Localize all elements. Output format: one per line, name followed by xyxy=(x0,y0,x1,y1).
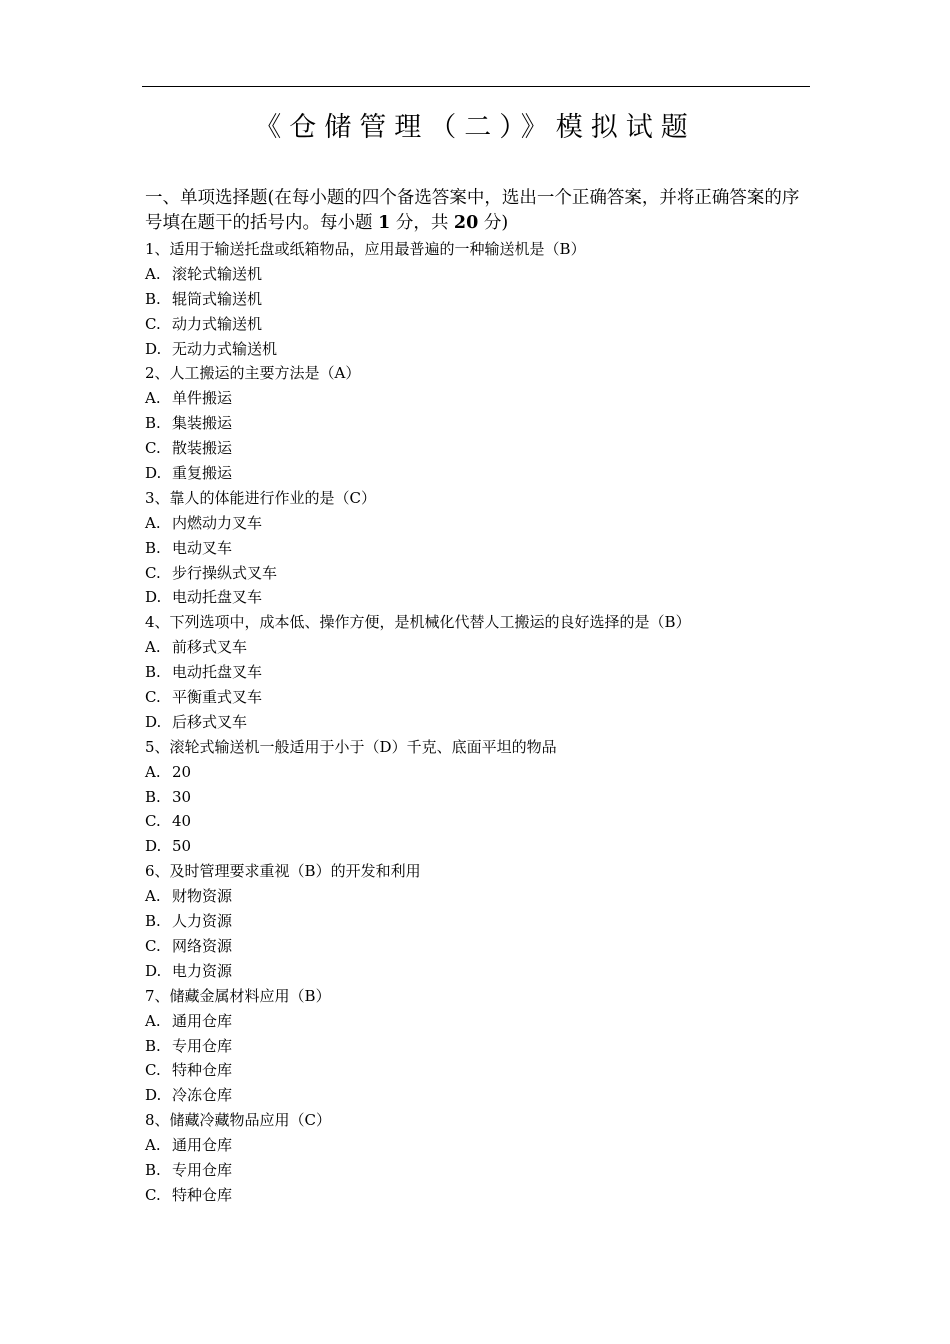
answer-option xyxy=(145,884,813,909)
option-text: 后移式叉车 xyxy=(172,712,248,731)
question-stem: 8、储藏冷藏物品应用（C） xyxy=(145,1111,332,1130)
per-question-score: 1 xyxy=(378,213,391,233)
option-text: 特种仓库 xyxy=(172,1061,233,1080)
page-title: 《仓储管理（二）》模拟试题 xyxy=(254,112,696,143)
option-text: 动力式输送机 xyxy=(172,314,263,333)
option-text: 冷冻仓库 xyxy=(172,1086,233,1105)
section-heading-text: 一、单项选择题(在每小题的四个备选答案中，选出一个正确答案，并将正确答案的序号填在题干的括号内。每小题 xyxy=(145,188,800,233)
answer-option xyxy=(145,635,813,660)
option-text: 网络资源 xyxy=(172,936,233,955)
option-letter: B. xyxy=(145,663,161,682)
answer-option xyxy=(145,685,813,710)
answer-option xyxy=(145,287,813,312)
option-text: 无动力式输送机 xyxy=(172,339,278,358)
answer-option xyxy=(145,1158,813,1183)
option-text: 特种仓库 xyxy=(172,1185,233,1204)
option-text: 内燃动力叉车 xyxy=(172,513,263,532)
option-letter: B. xyxy=(145,538,161,557)
option-text: 平衡重式叉车 xyxy=(172,688,263,707)
section-heading xyxy=(145,186,813,236)
option-letter: B. xyxy=(145,912,161,931)
answer-option xyxy=(145,834,813,859)
answer-option xyxy=(145,809,813,834)
answer-option xyxy=(145,909,813,934)
option-letter: C. xyxy=(145,1061,161,1080)
question-stem: 6、及时管理要求重视（B）的开发和利用 xyxy=(145,862,421,881)
option-text: 通用仓库 xyxy=(172,1136,233,1155)
answer-option xyxy=(145,436,813,461)
option-letter: A. xyxy=(145,638,161,657)
answer-option xyxy=(145,511,813,536)
option-text: 电动托盘叉车 xyxy=(172,663,263,682)
option-text: 专用仓库 xyxy=(172,1036,233,1055)
option-letter: B. xyxy=(145,787,161,806)
option-letter: B. xyxy=(145,1160,161,1179)
option-letter: C. xyxy=(145,812,161,831)
option-letter: A. xyxy=(145,1136,161,1155)
option-text: 30 xyxy=(172,787,192,806)
option-letter: A. xyxy=(145,389,161,408)
question-list xyxy=(145,237,813,1208)
answer-option xyxy=(145,760,813,785)
option-letter: A. xyxy=(145,1011,161,1030)
option-text: 步行操纵式叉车 xyxy=(172,563,278,582)
option-letter: C. xyxy=(145,439,161,458)
section-heading-text: 分，共 xyxy=(390,213,454,233)
option-letter: A. xyxy=(145,513,161,532)
answer-option xyxy=(145,1183,813,1208)
option-text: 单件搬运 xyxy=(172,389,233,408)
answer-option xyxy=(145,536,813,561)
option-text: 辊筒式输送机 xyxy=(172,289,263,308)
answer-option xyxy=(145,1058,813,1083)
option-letter: C. xyxy=(145,314,161,333)
option-letter: D. xyxy=(145,464,162,483)
option-text: 散装搬运 xyxy=(172,439,233,458)
answer-option xyxy=(145,1034,813,1059)
option-letter: C. xyxy=(145,688,161,707)
option-letter: A. xyxy=(145,264,161,283)
option-letter: D. xyxy=(145,588,162,607)
option-letter: A. xyxy=(145,887,161,906)
option-text: 专用仓库 xyxy=(172,1160,233,1179)
option-text: 电动托盘叉车 xyxy=(172,588,263,607)
answer-option xyxy=(145,785,813,810)
answer-option xyxy=(145,710,813,735)
answer-option xyxy=(145,660,813,685)
answer-option xyxy=(145,1083,813,1108)
option-letter: D. xyxy=(145,339,162,358)
option-text: 40 xyxy=(172,812,192,831)
option-letter: C. xyxy=(145,936,161,955)
option-text: 人力资源 xyxy=(172,912,233,931)
answer-option xyxy=(145,934,813,959)
option-letter: B. xyxy=(145,289,161,308)
answer-option xyxy=(145,561,813,586)
answer-option xyxy=(145,1009,813,1034)
answer-option xyxy=(145,312,813,337)
option-letter: C. xyxy=(145,563,161,582)
answer-option xyxy=(145,585,813,610)
header-rule xyxy=(142,86,810,87)
question-stem: 1、适用于输送托盘或纸箱物品，应用最普遍的一种输送机是（B） xyxy=(145,240,586,258)
answer-option xyxy=(145,411,813,436)
answer-option xyxy=(145,959,813,984)
question-stem: 2、人工搬运的主要方法是（A） xyxy=(145,364,361,383)
option-letter: B. xyxy=(145,1036,161,1055)
answer-option xyxy=(145,337,813,362)
question-stem: 5、滚轮式输送机一般适用于小于（D）千克、底面平坦的物品 xyxy=(145,737,557,756)
option-letter: C. xyxy=(145,1185,161,1204)
option-text: 前移式叉车 xyxy=(172,638,248,657)
option-text: 集装搬运 xyxy=(172,414,233,433)
answer-option xyxy=(145,262,813,287)
option-letter: A. xyxy=(145,762,161,781)
option-text: 电动叉车 xyxy=(172,538,233,557)
option-letter: D. xyxy=(145,712,162,731)
option-letter: B. xyxy=(145,414,161,433)
option-letter: D. xyxy=(145,837,162,856)
option-letter: D. xyxy=(145,1086,162,1105)
answer-option xyxy=(145,1133,813,1158)
option-letter: D. xyxy=(145,961,162,980)
total-score: 20 xyxy=(453,213,479,233)
answer-option xyxy=(145,461,813,486)
question-stem: 3、靠人的体能进行作业的是（C） xyxy=(145,488,377,507)
question-stem: 7、储藏金属材料应用（B） xyxy=(145,986,331,1005)
option-text: 电力资源 xyxy=(172,961,233,980)
option-text: 20 xyxy=(172,762,192,781)
option-text: 财物资源 xyxy=(172,887,233,906)
section-heading-text: 分) xyxy=(478,213,509,233)
answer-option xyxy=(145,386,813,411)
question-stem: 4、下列选项中，成本低、操作方便，是机械化代替人工搬运的良好选择的是（B） xyxy=(145,613,691,632)
option-text: 通用仓库 xyxy=(172,1011,233,1030)
option-text: 重复搬运 xyxy=(172,464,233,483)
option-text: 50 xyxy=(172,837,192,856)
option-text: 滚轮式输送机 xyxy=(172,264,263,283)
